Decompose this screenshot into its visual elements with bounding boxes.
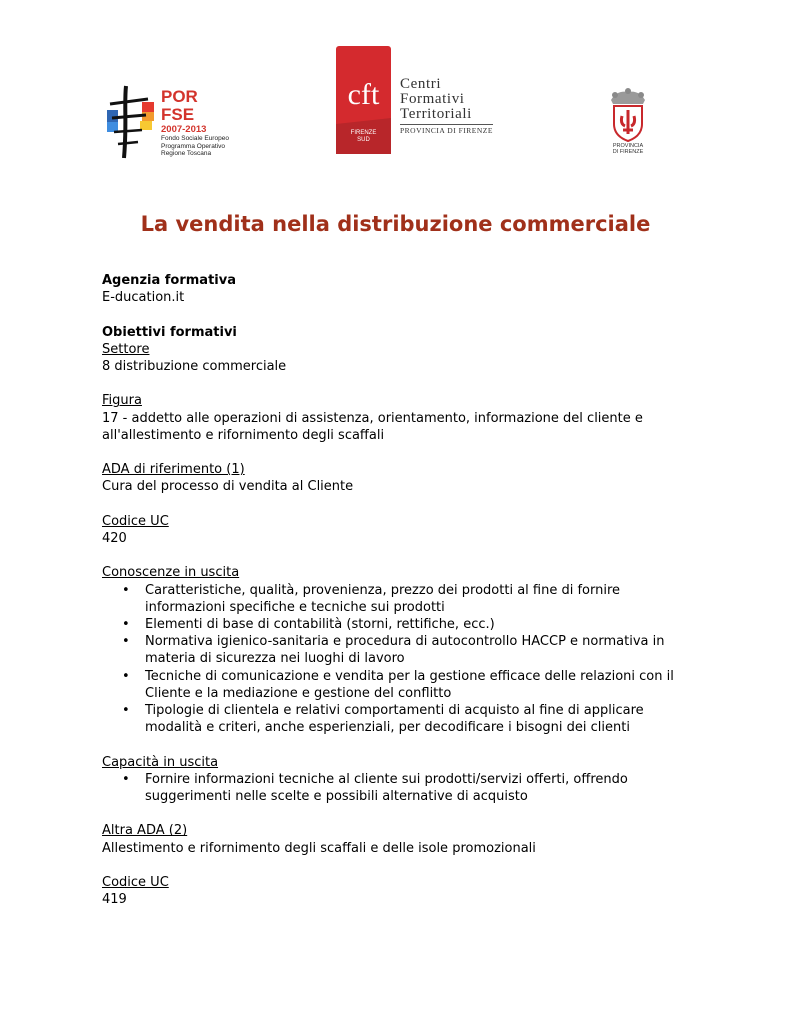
codice2-section	[102, 874, 682, 908]
codice2-value: 419	[102, 892, 127, 908]
list-item	[102, 633, 682, 667]
cft-name-line: Centri	[400, 76, 442, 92]
list-item	[102, 668, 682, 702]
conoscenze-label: Conoscenze in uscita	[102, 565, 240, 581]
list-item	[102, 616, 682, 633]
list-item-text: Tipologie di clientela e relativi comportamenti di acquisto al fine di applicare modalità e criteri, anche esperienziali, per decodificare i bisogni dei clienti	[145, 703, 644, 736]
por-fse-line: Regione Toscana	[161, 150, 212, 158]
capacita-list	[102, 771, 682, 805]
provincia-crest-icon	[603, 86, 653, 142]
ada1-label: ADA di riferimento (1)	[102, 462, 245, 478]
list-item	[102, 702, 682, 736]
agenzia-section	[102, 272, 682, 306]
cft-logo	[336, 46, 506, 158]
list-item-text: Normativa igienico-sanitaria e procedura di autocontrollo HACCP e normativa in materia di sicurezza nei luoghi di lavoro	[145, 634, 665, 667]
codice1-label: Codice UC	[102, 513, 169, 529]
obiettivi-heading: Obiettivi formativi	[102, 324, 237, 340]
cft-sub-line: SUD	[357, 137, 370, 143]
por-fse-line: Programma Operativo	[161, 142, 225, 150]
bullet-icon: •	[122, 616, 130, 632]
list-item-text: Caratteristiche, qualità, provenienza, prezzo dei prodotti al fine di fornire informazioni specifiche e tecniche sui prodotti	[145, 582, 621, 615]
figura-label: Figura	[102, 393, 142, 409]
conoscenze-section	[102, 564, 682, 736]
obiettivi-section	[102, 324, 682, 376]
page-title: La vendita nella distribuzione commerciale	[140, 212, 651, 236]
cft-province: PROVINCIA DI FIRENZE	[400, 126, 493, 135]
list-item-text: Fornire informazioni tecniche al cliente sui prodotti/servizi offerti, offrendo suggerimenti nelle scelte e possibili alternative di acquisto	[145, 771, 628, 804]
bullet-icon: •	[122, 634, 130, 650]
por-fse-years: 2007-2013	[161, 124, 207, 135]
list-item	[102, 582, 682, 616]
ada2-value: Allestimento e rifornimento degli scaffali e delle isole promozionali	[102, 840, 536, 856]
codice1-section	[102, 513, 682, 547]
por-fse-logo	[104, 84, 229, 160]
cft-name-line: Formativi	[400, 91, 465, 107]
ada2-section	[102, 822, 682, 856]
settore-label: Settore	[102, 341, 150, 357]
bullet-icon: •	[122, 582, 130, 598]
list-item	[102, 771, 682, 805]
capacita-label: Capacità in uscita	[102, 754, 219, 770]
settore-value: 8 distribuzione commerciale	[102, 359, 287, 374]
header-logos	[0, 0, 791, 170]
cft-sub-line: FIRENZE	[350, 130, 377, 136]
conoscenze-list	[102, 582, 682, 737]
list-item-text: Tecniche di comunicazione e vendita per la gestione efficace delle relazioni con il Cliente e la mediazione e gestione del conflitto	[145, 668, 674, 701]
por-fse-title: POR FSE	[161, 87, 198, 124]
por-fse-line: Fondo Sociale Europeo	[161, 135, 229, 142]
ada1-section	[102, 461, 682, 495]
bullet-icon: •	[122, 771, 130, 787]
provincia-line: PROVINCIA	[612, 143, 644, 149]
agenzia-heading: Agenzia formativa	[102, 273, 236, 288]
capacita-section	[102, 754, 682, 806]
list-item-text: Elementi di base di contabilità (storni, rettifiche, ecc.)	[145, 616, 495, 632]
codice2-label: Codice UC	[102, 874, 169, 890]
cft-name-line: Territoriali	[400, 106, 472, 122]
provincia-line: DI FIRENZE	[612, 149, 644, 155]
bullet-icon: •	[122, 668, 130, 684]
ada1-value: Cura del processo di vendita al Cliente	[102, 479, 354, 495]
agenzia-value: E-ducation.it	[102, 290, 185, 306]
cft-monogram: cft	[347, 78, 380, 111]
codice1-value: 420	[102, 530, 127, 546]
figura-section	[102, 392, 682, 444]
provincia-logo	[603, 86, 653, 160]
document-body	[102, 272, 682, 926]
bullet-icon: •	[122, 703, 130, 718]
ada2-label: Altra ADA (2)	[102, 823, 188, 839]
figura-value: 17 - addetto alle operazioni di assistenza, orientamento, informazione del cliente e all'allestimento e rifornimento degli scaffali	[102, 410, 643, 443]
por-fse-emblem-icon	[104, 84, 164, 160]
